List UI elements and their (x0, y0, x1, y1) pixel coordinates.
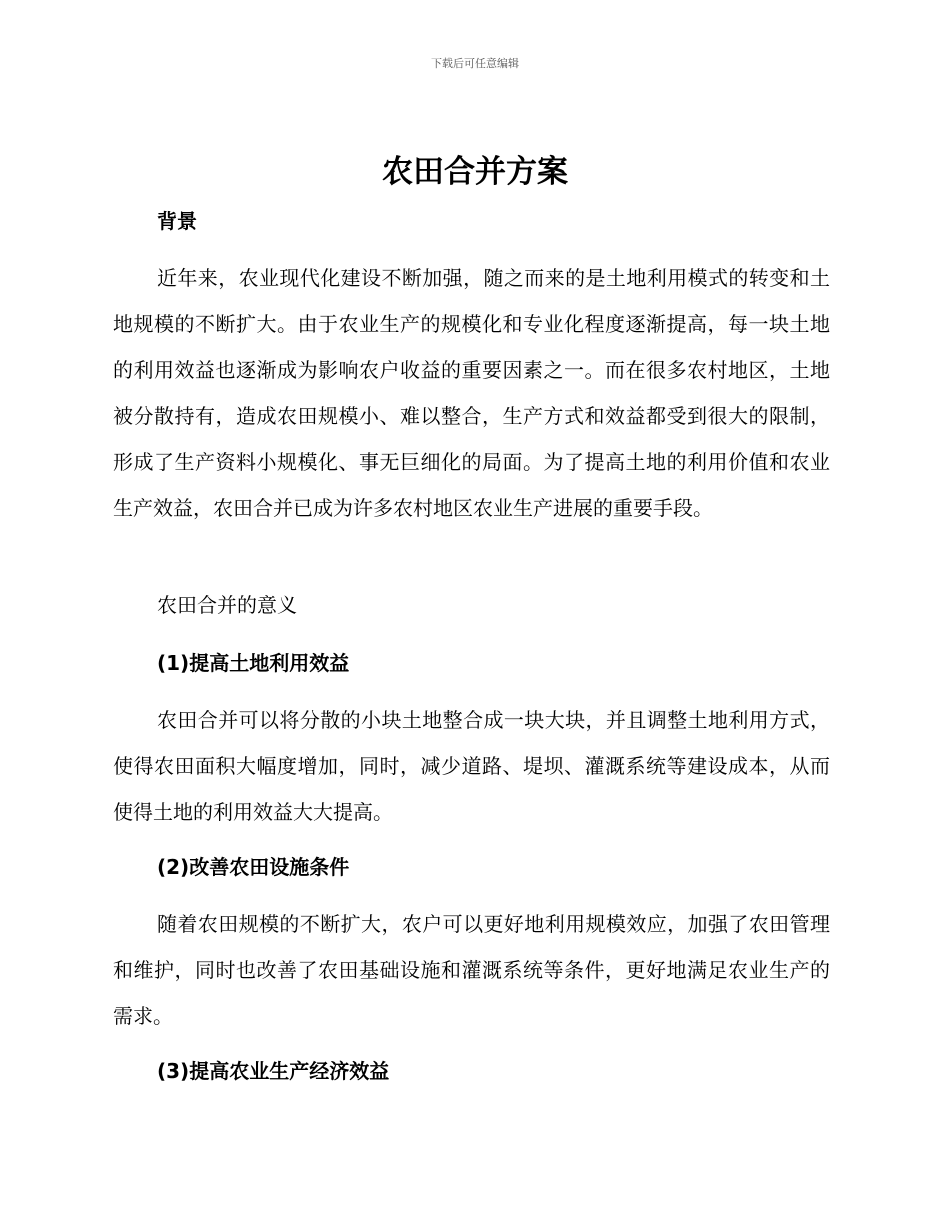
section-1-heading: (1)提高土地利用效益 (157, 651, 350, 675)
page-header-note: 下载后可任意编辑 (431, 57, 519, 70)
section-2-heading: (2)改善农田设施条件 (157, 855, 350, 879)
section-2-paragraph: 随着农田规模的不断扩大，农户可以更好地利用规模效应，加强了农田管理和维护，同时也改善了农田基础设施和灌溉系统等条件，更好地满足农业生产的需求。 (113, 912, 830, 1028)
background-heading: 背景 (157, 209, 197, 233)
document-title: 农田合并方案 (382, 154, 568, 190)
background-paragraph: 近年来，农业现代化建设不断加强，随之而来的是土地利用模式的转变和土地规模的不断扩大。由于农业生产的规模化和专业化程度逐渐提高，每一块土地的利用效益也逐渐成为影响农户收益的重要因素之一。而在很多农村地区，土地被分散持有，造成农田规模小、难以整合，生产方式和效益都受到很大的限制，形成了生产资料小规模化、事无巨细化的局面。为了提高土地的利用价值和农业生产效益，农田合并已成为许多农村地区农业生产进展的重要手段。 (113, 266, 830, 520)
section-3-heading: (3)提高农业生产经济效益 (157, 1059, 390, 1083)
section-1-paragraph: 农田合并可以将分散的小块土地整合成一块大块，并且调整土地利用方式，使得农田面积大幅度增加，同时，减少道路、堤坝、灌溉系统等建设成本，从而使得土地的利用效益大大提高。 (113, 708, 830, 824)
significance-heading: 农田合并的意义 (157, 593, 297, 617)
